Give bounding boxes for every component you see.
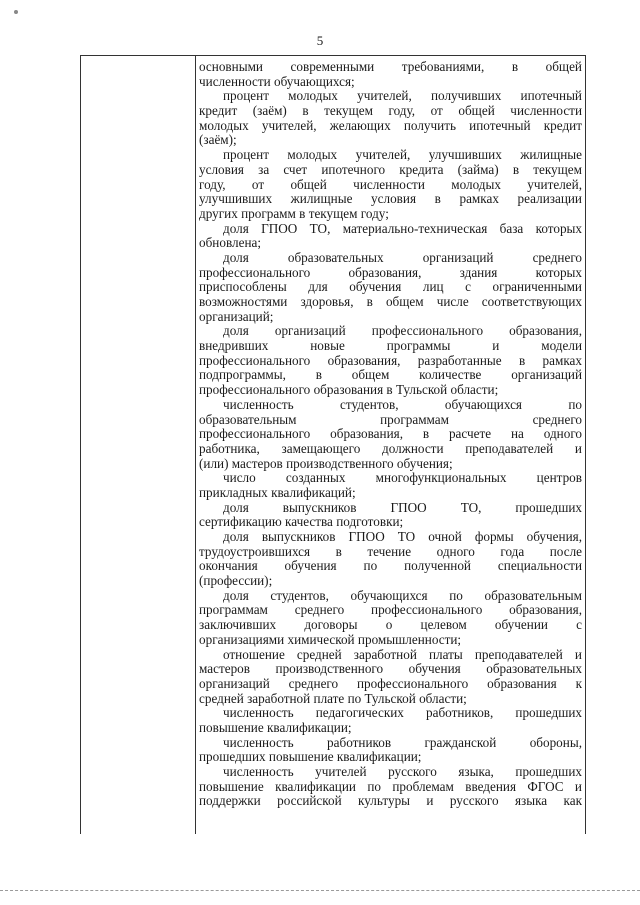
text-line: заключивших договоры о целевом обучении с (199, 618, 582, 633)
text-line: профессионального образования в Тульской области; (199, 383, 499, 398)
text-line: программам среднего профессионального образования, (199, 603, 582, 618)
text-line: прикладных квалификаций; (199, 485, 356, 500)
scan-edge-artifact (0, 890, 640, 891)
text-line: численность учителей русского языка, прошедших (223, 765, 582, 779)
text-line: (заём); (199, 133, 237, 148)
text-line: прошедших повышение квалификации; (199, 750, 422, 765)
text-line: обновлена; (199, 236, 262, 251)
text-line: доля образовательных организаций среднего (223, 250, 582, 265)
table-left-cell (81, 56, 196, 834)
text-line: поддержки российской культуры и русского языка как (199, 794, 582, 809)
text-line: численность студентов, обучающихся по (223, 397, 582, 412)
text-line: кредит (заём) в текущем году, от общей численности (199, 104, 582, 119)
text-line: улучшивших жилищные условия в рамках реализации (199, 192, 582, 207)
text-line: мастеров производственного обучения образовательных (199, 662, 582, 677)
text-line: подпрограммы, в общем количестве организаций (199, 368, 582, 383)
text-line: число созданных многофункциональных центров (223, 471, 582, 486)
text-line: работника, замещающего должности преподавателей и (199, 441, 582, 456)
text-line: повышение квалификации по проблемам введения ФГОС и (199, 779, 582, 794)
table-right-cell (196, 56, 585, 809)
text-line: средней заработной плате по Тульской области; (199, 691, 467, 706)
text-line: образовательным программам среднего (199, 412, 582, 427)
text-line: (или) мастеров производственного обучения; (199, 456, 453, 471)
text-line: повышение квалификации; (199, 720, 352, 735)
text-line: доля выпускников ГПОО ТО очной формы обучения, (223, 530, 582, 544)
text-line: условия за счет ипотечного кредита (займа) в текущем (199, 162, 582, 177)
text-line: доля ГПОО ТО, материально-техническая база которых (223, 221, 582, 236)
text-line: профессионального образования, здания которых (199, 265, 582, 280)
text-line: профессионального образования, в расчете на одного (199, 427, 582, 442)
text-line: организаций; (199, 309, 274, 324)
scan-artifact-dot (14, 10, 18, 14)
text-line: приспособлены для обучения лиц с ограниченными (199, 280, 582, 295)
text-line: основными современными требованиями, в общей (199, 60, 582, 74)
text-line: численность педагогических работников, прошедших (223, 706, 582, 721)
text-line: молодых учителей, желающих получить ипотечный кредит (199, 118, 582, 133)
text-line: процент молодых учителей, получивших ипотечный (223, 89, 582, 104)
text-line: окончания обучения по полученной специальности (199, 559, 582, 574)
text-line: внедривших новые программы и модели (199, 339, 582, 354)
text-line: доля выпускников ГПОО ТО, прошедших (223, 500, 582, 515)
text-line: организациями химической промышленности; (199, 632, 462, 647)
text-line: сертификацию качества подготовки; (199, 515, 404, 530)
text-line: процент молодых учителей, улучшивших жилищные (223, 148, 582, 163)
text-line: профессионального образования, разработанные в рамках (199, 353, 582, 368)
text-line: численность работников гражданской обороны, (223, 735, 582, 750)
text-line: возможностями здоровья, в общем числе соответствующих (199, 295, 582, 309)
text-line: (профессии); (199, 574, 273, 589)
page-number: 5 (316, 33, 324, 48)
text-line: других программ в текущем году; (199, 206, 389, 221)
text-line: численности обучающихся; (199, 74, 355, 89)
text-line: году, от общей численности молодых учителей, (199, 177, 582, 192)
text-line: трудоустроившихся в течение одного года после (199, 544, 582, 559)
text-line: доля организаций профессионального образования, (223, 324, 582, 339)
text-line: организаций среднего профессионального образования к (199, 676, 582, 691)
text-line: доля студентов, обучающихся по образовательным (223, 588, 582, 603)
text-line: отношение средней заработной платы преподавателей и (223, 647, 582, 662)
document-table (80, 55, 586, 834)
